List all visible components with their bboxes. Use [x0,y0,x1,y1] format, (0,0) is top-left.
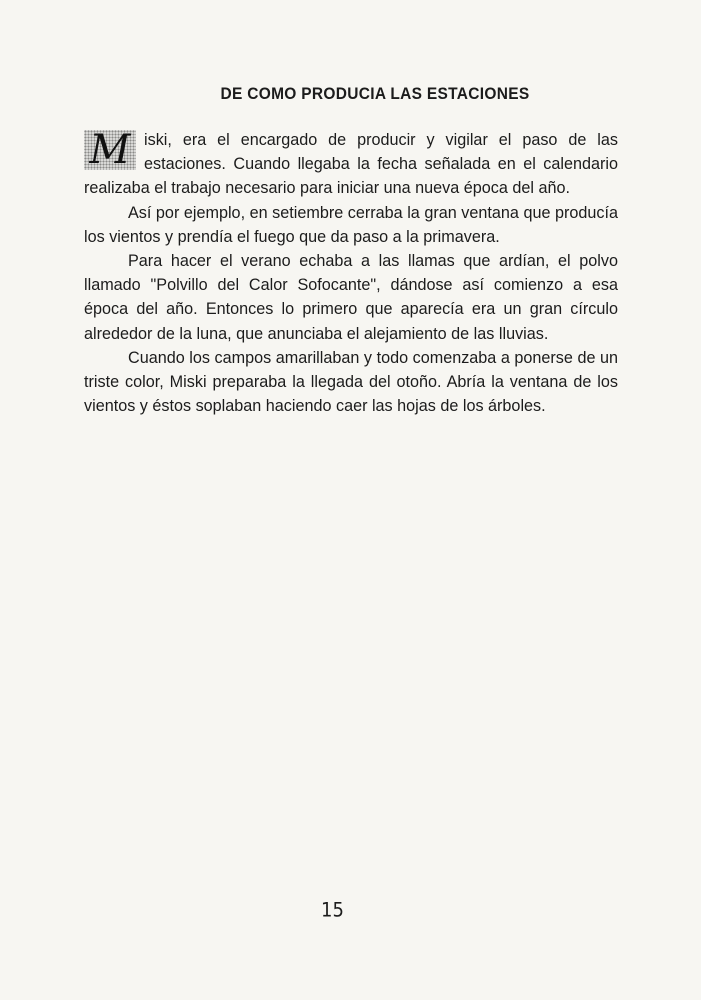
paragraph-2: Así por ejemplo, en setiembre cerraba la gran ventana que producía los vientos y prendía el fuego que da paso a la primavera. [84,203,618,246]
paragraph-1-text: iski, era el encargado de producir y vigilar el paso de las estaciones. Cuando llegaba la fecha señalada en el calendario realizaba el trabajo necesario para iniciar una nueva época del año. [84,131,618,198]
body-text [84,128,618,418]
drop-cap-ornament [84,127,136,173]
page-number: 15 [321,898,344,923]
drop-cap-letter: M [89,127,131,173]
paragraph-1 [84,128,618,201]
chapter-title: DE COMO PRODUCIA LAS ESTACIONES [220,85,530,104]
paragraph-3: Para hacer el verano echaba a las llamas que ardían, el polvo llamado "Polvillo del Calor Sofocante", dándose así comienzo a esa época del año. Entonces lo primero que aparecía era un gran círculo alrededor de la luna, que anunciaba el alejamiento de las lluvias. [84,252,618,343]
paragraph-4: Cuando los campos amarillaban y todo comenzaba a ponerse de un triste color, Miski preparaba la llegada del otoño. Abría la ventana de los vientos y éstos soplaban haciendo caer las hojas de los árboles. [84,348,618,416]
